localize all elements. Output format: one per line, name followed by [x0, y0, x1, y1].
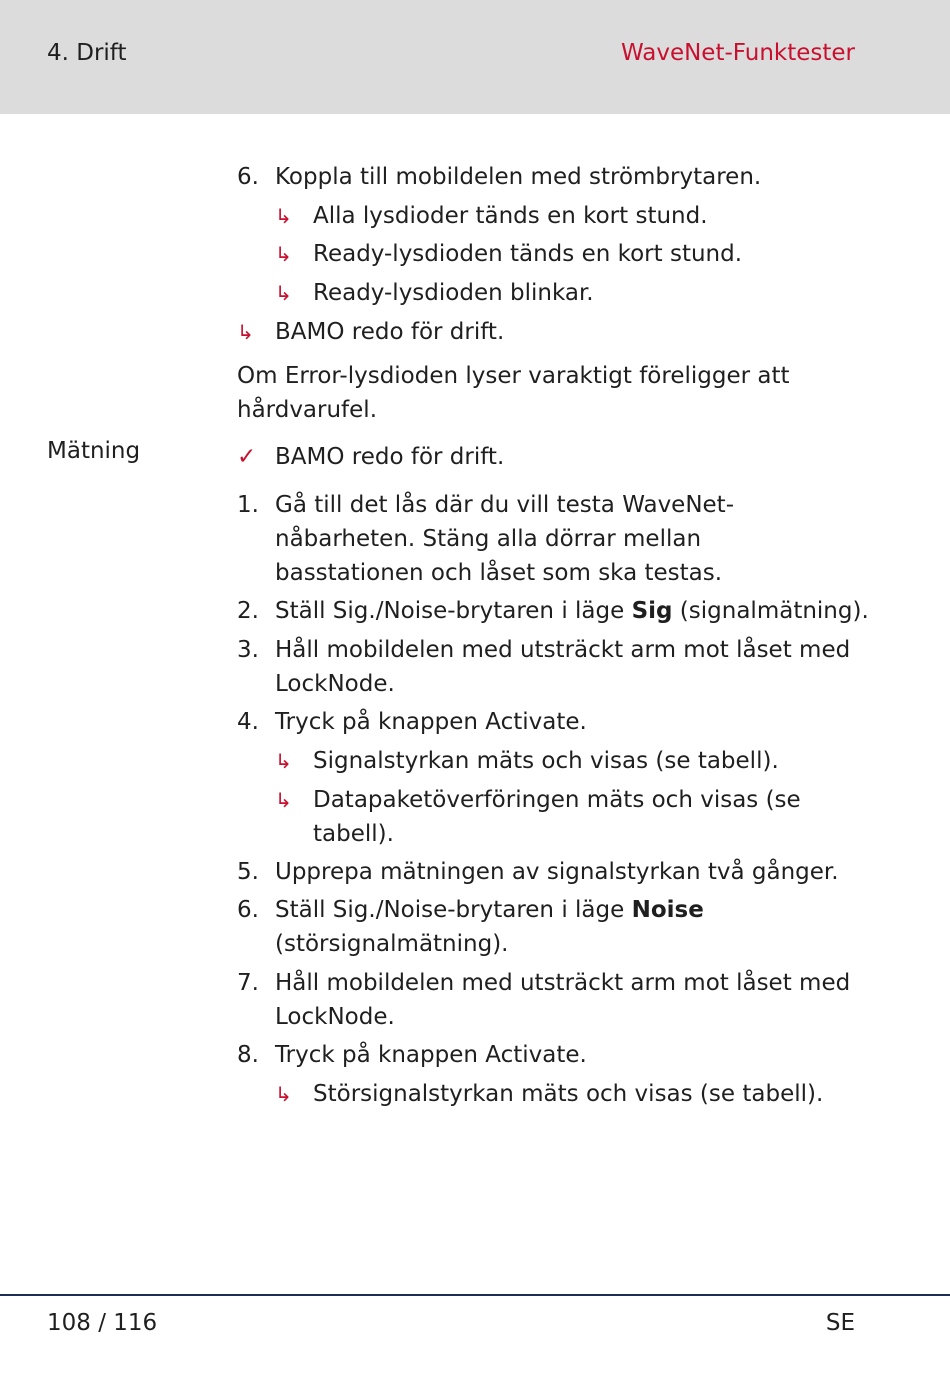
step-text: Håll mobildelen med utsträckt arm mot låset med LockNode. [275, 970, 851, 1030]
step-number: 3. [237, 637, 259, 663]
step-number: 6. [237, 164, 259, 190]
step-number: 1. [237, 492, 259, 518]
result-arrow-icon: ↳ [275, 281, 292, 305]
page-header [0, 0, 950, 114]
result-text: Ready-lysdioden tänds en kort stund. [313, 241, 743, 267]
result-arrow-icon: ↳ [275, 1082, 292, 1106]
result-arrow-icon: ↳ [275, 788, 292, 812]
step-text: Håll mobildelen med utsträckt arm mot låset med LockNode. [275, 637, 851, 697]
step-text: Tryck på knappen Activate. [275, 1042, 587, 1068]
page-number: 108 / 116 [47, 1310, 158, 1336]
section-side-label: Mätning [47, 438, 141, 464]
result-text: Datapaketöverföringen mäts och visas (se tabell). [313, 787, 801, 847]
step-text: Ställ Sig./Noise-brytaren i läge Noise (störsignalmätning). [275, 897, 704, 957]
section-title: 4. Drift [47, 40, 127, 66]
footer-divider [0, 1294, 950, 1296]
result-arrow-icon: ↳ [275, 204, 292, 228]
step-number: 4. [237, 709, 259, 735]
result-text: Signalstyrkan mäts och visas (se tabell). [313, 748, 779, 774]
result-arrow-icon: ↳ [275, 749, 292, 773]
step-number: 8. [237, 1042, 259, 1068]
step-number: 2. [237, 598, 259, 624]
language-code: SE [825, 1310, 855, 1336]
step-number: 7. [237, 970, 259, 996]
step-number: 6. [237, 897, 259, 923]
step-text: Gå till det lås där du vill testa WaveNet-nåbarheten. Stäng alla dörrar mellan basstationen och låset som ska testas. [275, 492, 735, 586]
result-text: Ready-lysdioden blinkar. [313, 280, 594, 306]
result-text: Störsignalstyrkan mäts och visas (se tabell). [313, 1081, 824, 1107]
result-text: BAMO redo för drift. [275, 319, 505, 345]
precondition-text: BAMO redo för drift. [275, 444, 505, 470]
step-text: Koppla till mobildelen med strömbrytaren. [275, 164, 762, 190]
step-text: Ställ Sig./Noise-brytaren i läge Sig (signalmätning). [275, 598, 869, 624]
result-text: Alla lysdioder tänds en kort stund. [313, 203, 708, 229]
step-text: Tryck på knappen Activate. [275, 709, 587, 735]
step-number: 5. [237, 859, 259, 885]
step-text: Upprepa mätningen av signalstyrkan två gånger. [275, 859, 839, 885]
check-icon: ✓ [237, 444, 257, 470]
result-arrow-icon: ↳ [275, 242, 292, 266]
product-title: WaveNet-Funktester [620, 40, 855, 66]
result-arrow-icon: ↳ [237, 320, 254, 344]
note-text: Om Error-lysdioden lyser varaktigt föreligger att hårdvarufel. [237, 363, 790, 423]
